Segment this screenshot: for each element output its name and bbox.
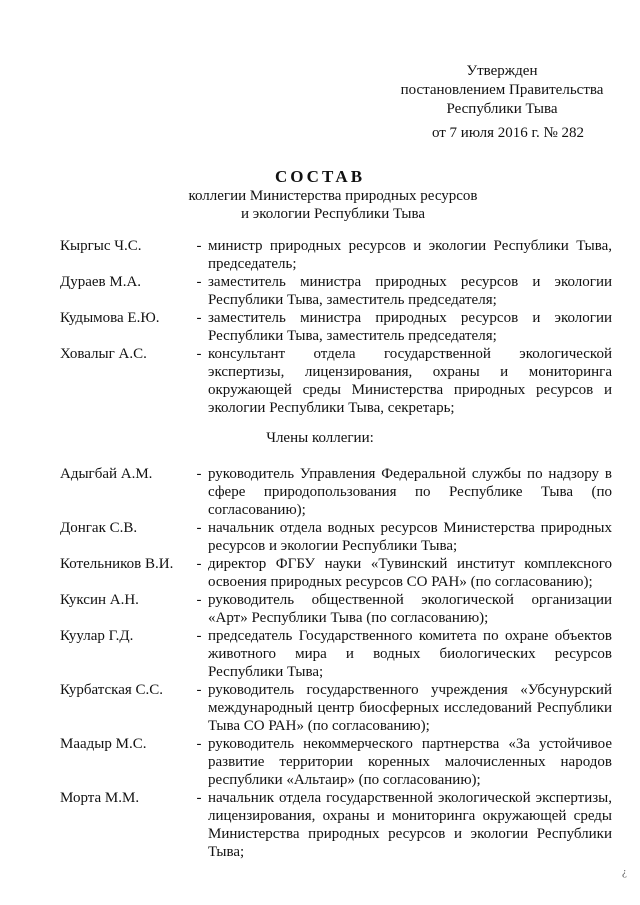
person-name: Курбатская С.С.: [60, 682, 164, 698]
person-name: Кыргыс Ч.С.: [60, 238, 142, 254]
dash: -: [196, 556, 202, 572]
person-name: Куулар Г.Д.: [60, 628, 134, 644]
dash: -: [196, 592, 202, 608]
approval-line-3: Республики Тыва: [446, 101, 558, 117]
approval-date: от 7 июля 2016 г. № 282: [431, 125, 585, 141]
list-item: [60, 735, 612, 789]
subtitle-line: и экологии Республики Тыва: [240, 206, 426, 222]
person-name: Донгак С.В.: [60, 520, 138, 536]
list-item: [60, 345, 612, 417]
person-role: заместитель министра природных ресурсов и экологии Республики Тыва, заместитель председателя;: [208, 274, 612, 308]
person-role: начальник отдела водных ресурсов Министерства природных ресурсов и экологии Республики Тыва;: [208, 520, 612, 554]
dash: -: [196, 346, 202, 362]
page-corner-mark: ¿: [622, 866, 627, 878]
list-item: [60, 591, 612, 627]
dash: -: [196, 520, 202, 536]
person-role: министр природных ресурсов и экологии Республики Тыва, председатель;: [208, 238, 612, 272]
person-role: руководитель некоммерческого партнерства «За устойчивое развитие территории коренных малочисленных народов республики «Альтаир» (по согласованию);: [208, 736, 612, 788]
person-name: Котельников В.И.: [60, 556, 174, 572]
dash: -: [196, 238, 202, 254]
approval-line-2: постановлением Правительства: [400, 82, 604, 98]
list-item: [60, 237, 612, 273]
person-role: председатель Государственного комитета по охране объектов животного мира и водных биологических ресурсов Республики Тыва;: [208, 628, 612, 680]
dash: -: [196, 736, 202, 752]
person-role: руководитель государственного учреждения «Убсунурский международный центр биосферных исследований Республики Тыва СО РАН» (по согласованию);: [208, 682, 612, 734]
person-role: начальник отдела государственной экологической экспертизы, лицензирования, охраны и мониторинга окружающей среды Министерства природных ресурсов и экологии Республики Тыва;: [208, 790, 612, 860]
list-item: [60, 555, 612, 591]
approval-block: [392, 62, 612, 119]
list-item: [60, 789, 612, 861]
person-name: Куксин А.Н.: [60, 592, 139, 608]
dash: -: [196, 790, 202, 806]
dash: -: [196, 466, 202, 482]
person-name: Дураев М.А.: [60, 274, 142, 290]
dash: -: [196, 628, 202, 644]
leadership-list: [60, 237, 612, 417]
person-role: руководитель общественной экологической организации «Арт» Республики Тыва (по согласованию);: [208, 592, 612, 626]
members-list: [60, 465, 612, 861]
dash: -: [196, 274, 202, 290]
document-subtitle: [178, 187, 488, 223]
person-name: Ховалыг А.С.: [60, 346, 147, 362]
list-item: [60, 309, 612, 345]
dash: -: [196, 682, 202, 698]
list-item: [60, 465, 612, 519]
list-item: [60, 627, 612, 681]
person-name: Маадыр М.С.: [60, 736, 147, 752]
list-item: [60, 273, 612, 309]
document-title: СОСТАВ: [274, 167, 366, 186]
person-role: директор ФГБУ науки «Тувинский институт комплексного освоения природных ресурсов СО РАН» (по согласованию);: [208, 556, 612, 590]
members-heading: Члены коллегии:: [266, 430, 374, 446]
list-item: [60, 681, 612, 735]
person-name: Кудымова Е.Ю.: [60, 310, 160, 326]
person-role: заместитель министра природных ресурсов и экологии Республики Тыва, заместитель председателя;: [208, 310, 612, 344]
person-name: Морта М.М.: [60, 790, 140, 806]
person-role: консультант отдела государственной экологической экспертизы, лицензирования, охраны и мониторинга окружающей среды Министерства природных ресурсов и экологии Республики Тыва, секретарь;: [208, 346, 612, 416]
subtitle-line: коллегии Министерства природных ресурсов: [188, 188, 478, 204]
dash: -: [196, 310, 202, 326]
list-item: [60, 519, 612, 555]
person-role: руководитель Управления Федеральной службы по надзору в сфере природопользования по Республике Тыва (по согласованию);: [208, 466, 612, 518]
approval-word: Утвержден: [466, 63, 538, 79]
person-name: Адыгбай А.М.: [60, 466, 153, 482]
